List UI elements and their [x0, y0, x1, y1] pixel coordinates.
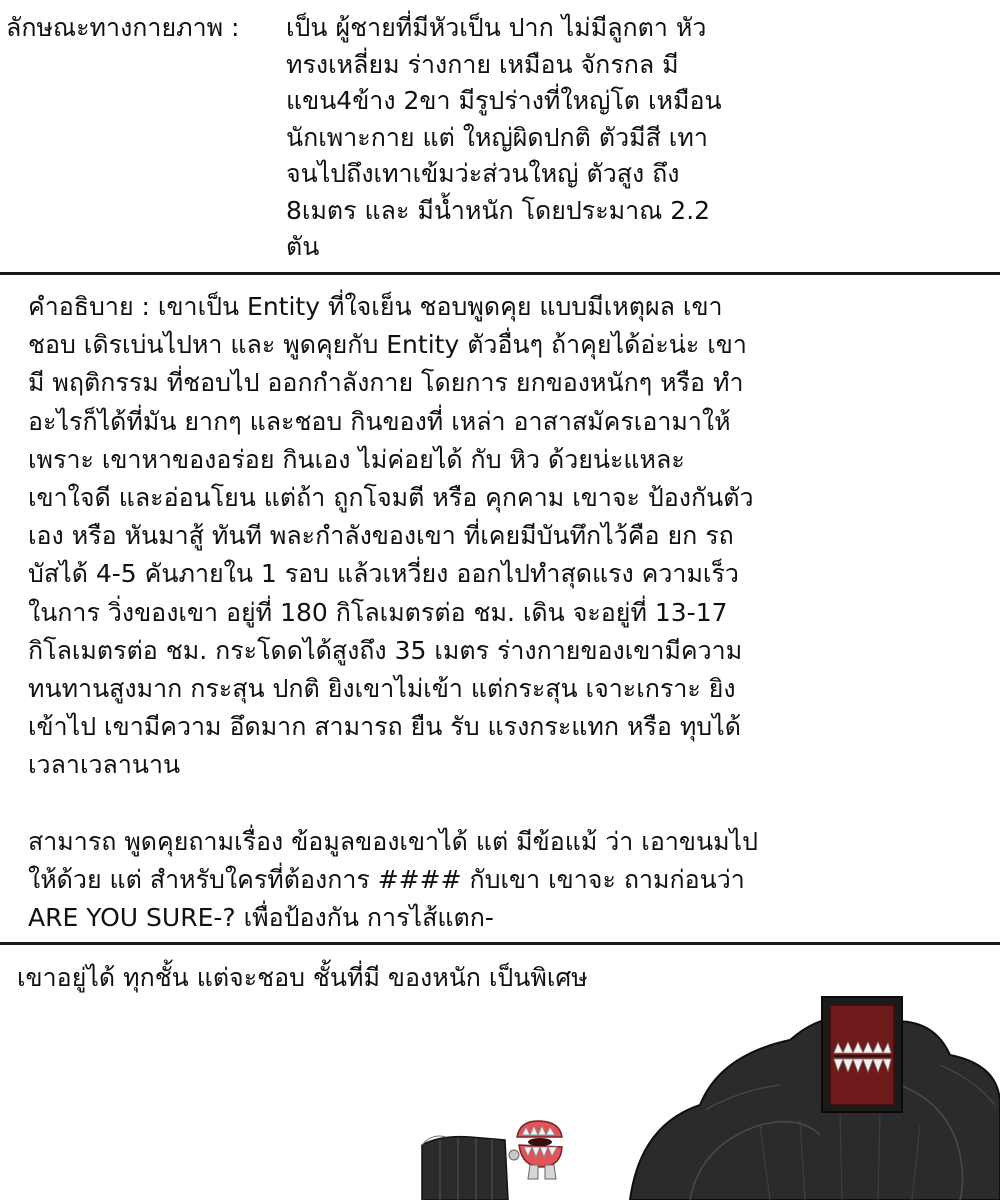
description-line: ทนทานสูงมาก กระสุน ปกติ ยิงเขาไม่เข้า แต่กระสุน เจาะเกราะ ยิง [28, 674, 736, 704]
description-line: ให้ด้วย แต่ สำหรับใครที่ต้องการ #### กับเขา เขาจะ ถามก่อนว่า [28, 865, 745, 895]
appearance-label: ลักษณะทางกายภาพ : [6, 13, 240, 42]
description-line: ARE YOU SURE-? เพื่อป้องกัน การไส้แตก- [28, 903, 494, 933]
description-line: บัสได้ 4-5 คันภายใน 1 รอบ แล้วเหวี่ยง ออกไปทำสุดแรง ความเร็ว [28, 559, 739, 589]
description-section [28, 288, 988, 937]
description-line: เข้าไป เขามีความ อึดมาก สามารถ ยืน รับ แรงกระแทก หรือ ทุบได้ [28, 712, 741, 742]
divider-top [0, 272, 1000, 275]
appearance-line: แขน4ข้าง 2ขา มีรูปร่างที่ใหญ่โต เหมือน [286, 86, 722, 115]
appearance-line: ทรงเหลี่ยม ร่างกาย เหมือน จักรกล มี [286, 49, 679, 79]
description-line: ในการ วิ่งของเขา อยู่ที่ 180 กิโลเมตรต่อ ชม. เดิน จะอยู่ที่ 13-17 [28, 597, 728, 627]
appearance-line: เป็น ผู้ชายที่มีหัวเป็น ปาก ไม่มีลูกตา หัว [286, 13, 707, 42]
entity-drawing [0, 995, 1000, 1200]
description-line: คำอธิบาย : เขาเป็น Entity ที่ใจเย็น ชอบพูดคุย แบบมีเหตุผล เขา [28, 292, 723, 321]
entity-head [822, 997, 902, 1112]
entity-body [630, 1018, 1000, 1200]
description-line: เขาใจดี และอ่อนโยน แต่ถ้า ถูกโจมตี หรือ คุกคาม เขาจะ ป้องกันตัว [28, 483, 754, 513]
appearance-line: นักเพาะกาย แต่ ใหญ่ผิดปกติ ตัวมีสี เทา [286, 122, 708, 152]
description-line: ชอบ เดิรเบ่นไปหา และ พูดคุยกับ Entity ตัวอื่นๆ ถ้าคุยได้อ่ะน่ะ เขา [28, 330, 747, 360]
appearance-text [286, 10, 846, 266]
description-line: มี พฤติกรรม ที่ชอบไป ออกกำลังกาย โดยการ ยกของหนักๆ หรือ ทำ [28, 368, 744, 398]
appearance-line: จนไปถึงเทาเข้มว่ะส่วนใหญ่ ตัวสูง ถึง [286, 159, 680, 188]
chattering-teeth-toy [509, 1121, 562, 1179]
description-line: เอง หรือ หันมาสู้ ทันที พละกำลังของเขา ที่เคยมีบันทึกไว้คือ ยก รถ [28, 521, 734, 551]
entity-arm-illustration [422, 1136, 508, 1200]
appearance-line: 8เมตร และ มีน้ำหนัก โดยประมาณ 2.2 [286, 195, 711, 225]
paragraph-gap [28, 785, 988, 823]
description-line: สามารถ พูดคุยถามเรื่อง ข้อมูลของเขาได้ แต่ มีข้อแม้ ว่า เอาขนมไป [28, 826, 758, 856]
divider-bottom [0, 942, 1000, 945]
description-line: กิโลเมตรต่อ ชม. กระโดดได้สูงถึง 35 เมตร ร่างกายของเขามีความ [28, 635, 743, 665]
description-line: อะไรก็ได้ที่มัน ยากๆ และชอบ กินของที่ เหล่า อาสาสมัครเอามาให้ [28, 406, 731, 436]
appearance-line: ตัน [286, 232, 320, 261]
floor-note: เขาอยู่ได้ ทุกชั้น แต่จะชอบ ชั้นที่มี ของหนัก เป็นพิเศษ [17, 963, 588, 992]
description-line: เวลาเวลานาน [28, 750, 181, 780]
description-line: เพราะ เขาหาของอร่อย กินเอง ไม่ค่อยได้ กับ หิว ด้วยน่ะแหละ [28, 444, 685, 474]
